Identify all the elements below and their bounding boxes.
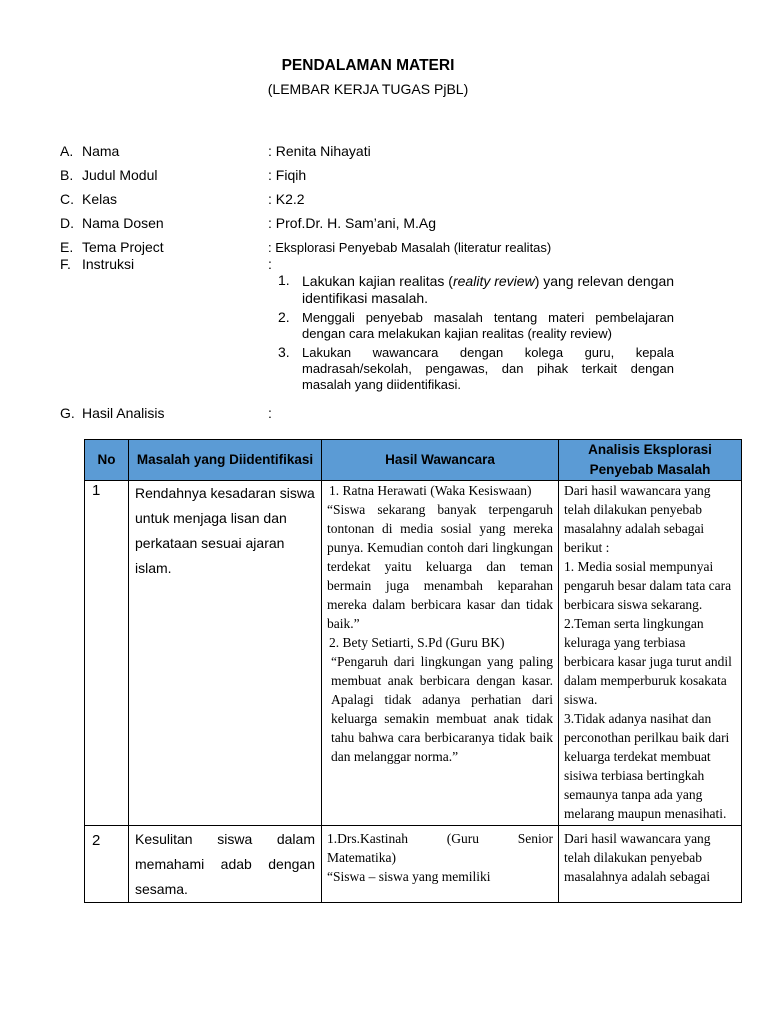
table-header-row xyxy=(85,440,742,481)
header-masalah: Masalah yang Diidentifikasi xyxy=(129,440,322,481)
document-title: PENDALAMAN MATERI xyxy=(281,57,455,74)
row-number: 1 xyxy=(85,481,129,826)
wawancara-cell: 1.Drs.Kastinah (Guru Senior Matematika) “Siswa – siswa yang memiliki xyxy=(322,826,559,903)
instruction-item: 2. Menggali penyebab masalah tentang materi pembelajaran dengan cara melakukan kajian realitas (reality review) xyxy=(278,309,674,341)
field-kelas: C. Kelas : K2.2 xyxy=(60,191,305,207)
wawancara-cell: 1. Ratna Herawati (Waka Kesiswaan) “Siswa sekarang banyak terpengaruh tontonan di media sosial yang mereka punya. Kemudian contoh dari lingkungan terdekat yaitu keluarga dan teman bermain juga menambah keparahan mereka dalam berbicara kasar dan tidak baik.” 2. Bety Setiarti, S.Pd (Guru BK) “Pengaruh dari lingkungan yang paling membuat anak berbicara dengan kasar. Apalagi tidak adanya perhatian dari keluarga semakin membuat anak tidak tahu bahwa cara berbicaranya tidak baik dan melanggar norma.” xyxy=(322,481,559,826)
field-nama-dosen: D. Nama Dosen : Prof.Dr. H. Sam’ani, M.Ag xyxy=(60,215,437,231)
table-row xyxy=(85,826,742,903)
masalah-cell: Rendahnya kesadaran siswa untuk menjaga lisan dan perkataan sesuai ajaran islam. xyxy=(129,481,322,826)
masalah-cell: Kesulitan siswa dalam memahami adab dengan sesama. xyxy=(129,826,322,903)
row-number: 2 xyxy=(85,826,129,903)
table-row xyxy=(85,481,742,826)
header-wawancara: Hasil Wawancara xyxy=(322,440,559,481)
field-tema-project: E. Tema Project : Eksplorasi Penyebab Masalah (literatur realitas) xyxy=(60,239,552,255)
analisis-cell: Dari hasil wawancara yang telah dilakukan penyebab masalahnya adalah sebagai xyxy=(559,826,742,903)
field-nama: A. Nama : Renita Nihayati xyxy=(60,143,371,159)
field-hasil-analisis: G. Hasil Analisis : xyxy=(60,405,272,421)
instruction-item: 1. Lakukan kajian realitas (reality review) yang relevan dengan identifikasi masalah. xyxy=(278,272,675,306)
field-instruksi: F. Instruksi : xyxy=(60,256,272,272)
analisis-cell: Dari hasil wawancara yang telah dilakukan penyebab masalahny adalah sebagai berikut : 1. Media sosial mempunyai pengaruh besar dalam tata cara berbicara siswa sekarang. 2.Teman serta lingkungan keluraga yang terbiasa berbicara kasar juga turut andil dalam memperburuk kosakata siswa. 3.Tidak adanya nasihat dan perconothan perilkau baik dari keluarga terdekat membuat sisiwa terbiasa bertingkah semaunya tanpa ada yang melarang maupun menasihati. xyxy=(559,481,742,826)
instruction-list xyxy=(278,273,674,393)
analysis-table xyxy=(84,439,742,903)
field-judul-modul: B. Judul Modul : Fiqih xyxy=(60,167,307,183)
header-no: No xyxy=(85,440,129,481)
header-analisis: Analisis Eksplorasi Penyebab Masalah xyxy=(559,440,742,481)
document-subtitle: (LEMBAR KERJA TUGAS PjBL) xyxy=(267,81,469,97)
instruction-item: 3. Lakukan wawancara dengan kolega guru, kepala madrasah/sekolah, pengawas, dan pihak terkait dengan masalah yang diidentifikasi. xyxy=(278,344,674,392)
